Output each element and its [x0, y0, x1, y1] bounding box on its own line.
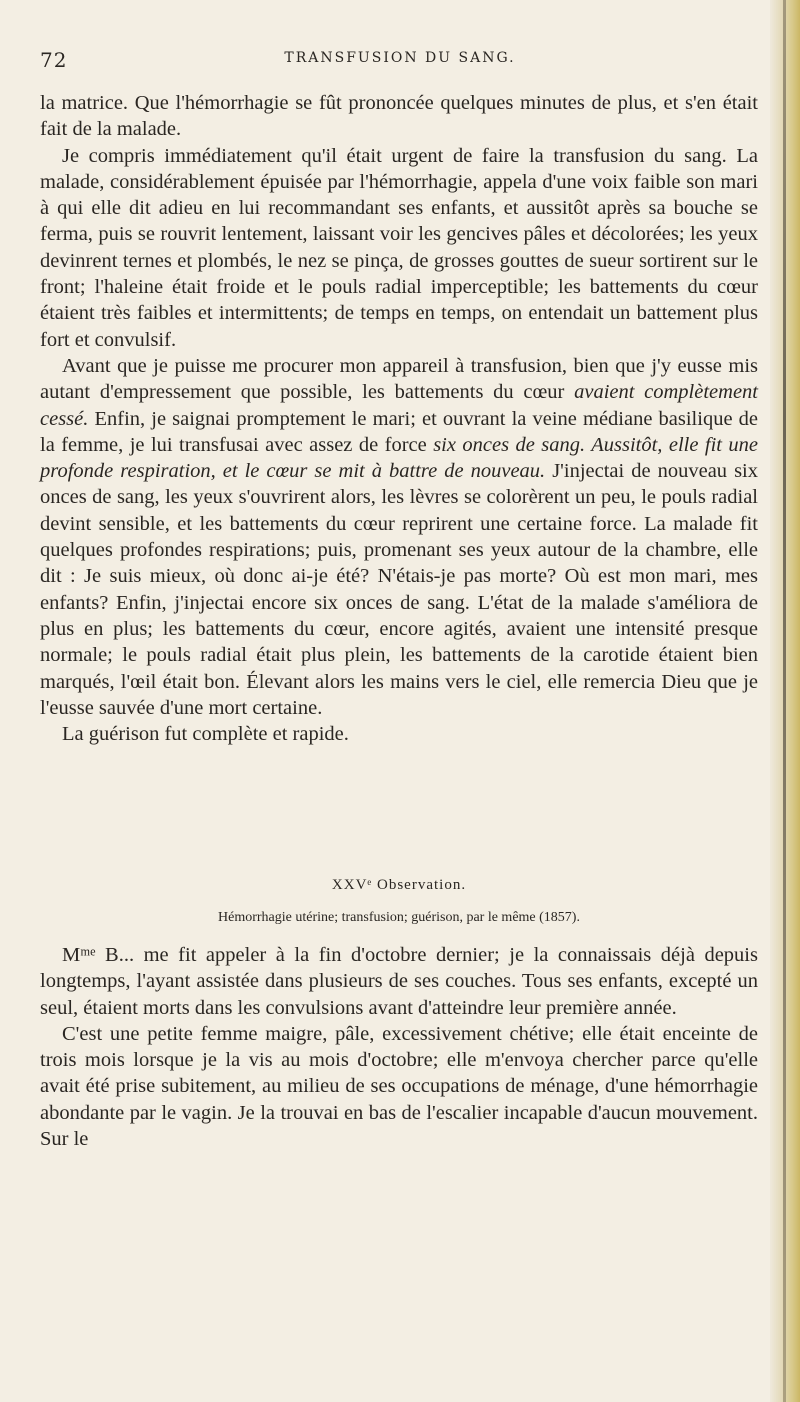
observation-text: [40, 942, 758, 1152]
paragraph: Mᵐᵉ B... me fit appeler à la fin d'octobre dernier; je la connaissais déjà depuis longtemps, l'ayant assistée dans plusieurs de ses couches. Tous ses enfants, excepté un seul, étaient morts dans les convulsions avant d'atteindre leur première année.: [40, 944, 758, 1019]
running-header: [40, 48, 760, 78]
page-binding-shadow: [783, 0, 786, 1402]
italic-run: six onces de sang. Aussitôt, elle fit une profonde respiration, et le cœur se mit à battre de nouveau.: [40, 433, 759, 483]
page-number: 72: [40, 48, 68, 72]
text-run: Avant que je puisse me procurer mon appareil à transfusion, bien que j'y eusse mis autant d'empressement que possible, les battements du cœur: [40, 354, 758, 404]
paragraph: Je compris immédiatement qu'il était urgent de faire la transfusion du sang. La malade, considérablement épuisée par l'hémorrhagie, appela d'une voix faible son mari à qui elle dit adieu en lui recommandant ses enfants, et aussitôt après sa bouche se ferma, puis se rouvrit lentement, laissant voir les gencives pâles et décolorées; les yeux devinrent ternes et plombés, le nez se pinça, de grosses gouttes de sueur sortirent sur le front; l'haleine était froide et le pouls radial imperceptible; les battements du cœur étaient très faibles et intermittents; de temps en temps, on entendait un battement plus fort et convulsif.: [40, 144, 758, 351]
paragraph: La guérison fut complète et rapide.: [62, 723, 349, 746]
text-run: Enfin, je saignai promptement le mari; et ouvrant la veine médiane basilique de la femme, je lui transfusai avec assez de force: [40, 407, 758, 456]
observation-heading: XXVᵉ Observation.: [331, 877, 467, 893]
paragraph: C'est une petite femme maigre, pâle, excessivement chétive; elle était enceinte de trois mois lorsque je la vis au mois d'octobre; elle m'envoya chercher parce qu'elle avait été prise subitement, au milieu de ses occupations de ménage, d'une hémorrhagie abondante par le vagin. Je la trouvai en bas de l'escalier incapable d'aucun mouvement. Sur le: [40, 1022, 758, 1151]
paragraph-continuation: la matrice. Que l'hémorrhagie se fût prononcée quelques minutes de plus, et s'en était fait de la malade.: [40, 92, 758, 141]
observation-subheading: Hémorrhagie utérine; transfusion; guérison, par le même (1857).: [218, 910, 580, 925]
italic-run: avaient complètement cessé.: [40, 381, 758, 430]
running-title: TRANSFUSION DU SANG.: [284, 50, 516, 66]
text-run: J'injectai de nouveau six onces de sang, les yeux s'ouvrirent alors, les lèvres se colorèrent un peu, le pouls radial devint sensible, et les battements du cœur reprirent une certaine force. La malade fit quelques profondes respirations; puis, promenant ses yeux autour de la chambre, elle dit : Je suis mieux, où donc ai-je été? N'étais-je pas morte? Où est mon mari, mes enfants? Enfin, j'injectai encore six onces de sang. L'état de la malade s'améliora de plus en plus; les battements du cœur, encore agités, avaient une intensité presque normale; le pouls radial était plus plein, les battements de la carotide étaient bien marqués, l'œil était bon. Élevant alors les mains vers le ciel, elle remercia Dieu que je l'eusse sauvée d'une mort certaine.: [40, 460, 758, 719]
paragraph-transfusion: [40, 353, 758, 721]
main-text: [40, 90, 758, 747]
